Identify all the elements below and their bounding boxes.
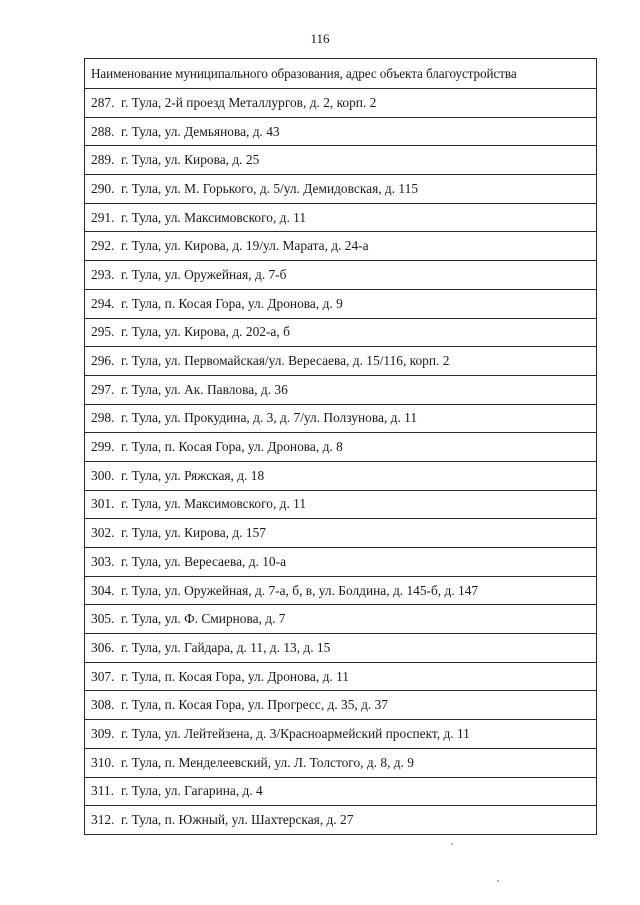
- row-address: г. Тула, ул. Прокудина, д. 3, д. 7/ул. Ползунова, д. 11: [121, 410, 418, 426]
- row-address: г. Тула, ул. Кирова, д. 25: [121, 152, 260, 168]
- table-row: [85, 146, 597, 175]
- row-number: 305.: [91, 611, 115, 627]
- table-row: [85, 605, 597, 634]
- address-cell: [85, 720, 597, 749]
- address-table: [84, 58, 597, 835]
- table-row: [85, 777, 597, 806]
- row-number: 312.: [91, 812, 115, 828]
- row-number: 301.: [91, 496, 115, 512]
- row-address: г. Тула, ул. Кирова, д. 19/ул. Марата, д. 24-а: [121, 238, 369, 254]
- scan-mark: [451, 843, 453, 845]
- row-number: 309.: [91, 725, 115, 741]
- table-row: [85, 375, 597, 404]
- table-row: [85, 691, 597, 720]
- table-row: [85, 318, 597, 347]
- page-number: 116: [310, 31, 330, 46]
- row-number: 292.: [91, 238, 115, 254]
- row-address: г. Тула, п. Косая Гора, ул. Дронова, д. 11: [121, 668, 349, 684]
- table-row: [85, 89, 597, 118]
- row-number: 288.: [91, 123, 115, 139]
- address-cell: [85, 605, 597, 634]
- row-address: г. Тула, ул. Максимовского, д. 11: [121, 496, 307, 512]
- address-cell: [85, 662, 597, 691]
- table-row: [85, 490, 597, 519]
- address-cell: [85, 748, 597, 777]
- row-address: г. Тула, ул. Ряжская, д. 18: [121, 467, 265, 483]
- row-address: г. Тула, ул. Ф. Смирнова, д. 7: [121, 611, 286, 627]
- row-number: 298.: [91, 410, 115, 426]
- row-address: г. Тула, ул. М. Горького, д. 5/ул. Демидовская, д. 115: [121, 180, 419, 196]
- table-row: [85, 662, 597, 691]
- row-number: 304.: [91, 582, 115, 598]
- row-number: 307.: [91, 668, 115, 684]
- table-row: [85, 806, 597, 835]
- address-cell: [85, 777, 597, 806]
- address-cell: [85, 261, 597, 290]
- row-number: 293.: [91, 266, 115, 282]
- address-cell: [85, 490, 597, 519]
- row-address: г. Тула, ул. Первомайская/ул. Вересаева, д. 15/116, корп. 2: [121, 353, 450, 369]
- row-number: 295.: [91, 324, 115, 340]
- row-number: 308.: [91, 697, 115, 713]
- row-address: г. Тула, ул. Максимовского, д. 11: [121, 209, 307, 225]
- row-number: 299.: [91, 439, 115, 455]
- row-number: 289.: [91, 152, 115, 168]
- table-row: [85, 461, 597, 490]
- row-number: 302.: [91, 525, 115, 541]
- row-address: г. Тула, ул. Кирова, д. 157: [121, 525, 266, 541]
- address-cell: [85, 519, 597, 548]
- table-row: [85, 748, 597, 777]
- row-number: 296.: [91, 353, 115, 369]
- address-cell: [85, 576, 597, 605]
- row-number: 294.: [91, 295, 115, 311]
- address-cell: [85, 89, 597, 118]
- table-row: [85, 347, 597, 376]
- row-address: г. Тула, п. Косая Гора, ул. Прогресс, д. 35, д. 37: [121, 697, 389, 713]
- scan-mark: [497, 880, 499, 882]
- row-number: 311.: [91, 783, 114, 799]
- table-row: [85, 548, 597, 577]
- row-address: г. Тула, п. Менделеевский, ул. Л. Толстого, д. 8, д. 9: [121, 754, 414, 770]
- row-address: г. Тула, ул. Гагарина, д. 4: [121, 783, 263, 799]
- table-row: [85, 720, 597, 749]
- table-row: [85, 289, 597, 318]
- address-cell: [85, 806, 597, 835]
- row-number: 287.: [91, 94, 115, 110]
- row-address: г. Тула, ул. Кирова, д. 202-а, б: [121, 324, 290, 340]
- address-cell: [85, 117, 597, 146]
- address-cell: [85, 548, 597, 577]
- address-cell: [85, 289, 597, 318]
- row-number: 290.: [91, 180, 115, 196]
- address-cell: [85, 691, 597, 720]
- row-number: 297.: [91, 381, 115, 397]
- address-cell: [85, 461, 597, 490]
- table-row: [85, 232, 597, 261]
- table-row: [85, 433, 597, 462]
- table-header-row: [85, 59, 597, 89]
- table-body: [85, 89, 597, 835]
- table-row: [85, 634, 597, 663]
- row-address: г. Тула, ул. Вересаева, д. 10-а: [121, 553, 287, 569]
- address-cell: [85, 175, 597, 204]
- row-address: г. Тула, ул. Демьянова, д. 43: [121, 123, 280, 139]
- row-address: г. Тула, 2-й проезд Металлургов, д. 2, корп. 2: [121, 94, 377, 110]
- address-cell: [85, 375, 597, 404]
- address-cell: [85, 146, 597, 175]
- table-row: [85, 261, 597, 290]
- row-number: 300.: [91, 467, 115, 483]
- address-cell: [85, 318, 597, 347]
- row-address: г. Тула, п. Южный, ул. Шахтерская, д. 27: [121, 812, 354, 828]
- row-address: г. Тула, ул. Ак. Павлова, д. 36: [121, 381, 288, 397]
- table-row: [85, 203, 597, 232]
- row-address: г. Тула, ул. Оружейная, д. 7-б: [121, 266, 287, 282]
- row-number: 310.: [91, 754, 115, 770]
- row-number: 303.: [91, 553, 115, 569]
- table-row: [85, 404, 597, 433]
- table-row: [85, 576, 597, 605]
- row-number: 306.: [91, 639, 115, 655]
- row-address: г. Тула, ул. Гайдара, д. 11, д. 13, д. 15: [121, 639, 331, 655]
- table-row: [85, 519, 597, 548]
- address-cell: [85, 433, 597, 462]
- address-cell: [85, 232, 597, 261]
- table-row: [85, 117, 597, 146]
- address-cell: [85, 634, 597, 663]
- address-cell: [85, 347, 597, 376]
- table-row: [85, 175, 597, 204]
- row-address: г. Тула, ул. Оружейная, д. 7-а, б, в, ул. Болдина, д. 145-б, д. 147: [121, 582, 479, 598]
- table-header-cell: Наименование муниципального образования, адрес объекта благоустройства: [85, 59, 597, 89]
- row-address: г. Тула, п. Косая Гора, ул. Дронова, д. 8: [121, 439, 343, 455]
- address-cell: [85, 203, 597, 232]
- row-address: г. Тула, ул. Лейтейзена, д. 3/Красноармейский проспект, д. 11: [121, 725, 470, 741]
- address-cell: [85, 404, 597, 433]
- row-address: г. Тула, п. Косая Гора, ул. Дронова, д. 9: [121, 295, 343, 311]
- row-number: 291.: [91, 209, 115, 225]
